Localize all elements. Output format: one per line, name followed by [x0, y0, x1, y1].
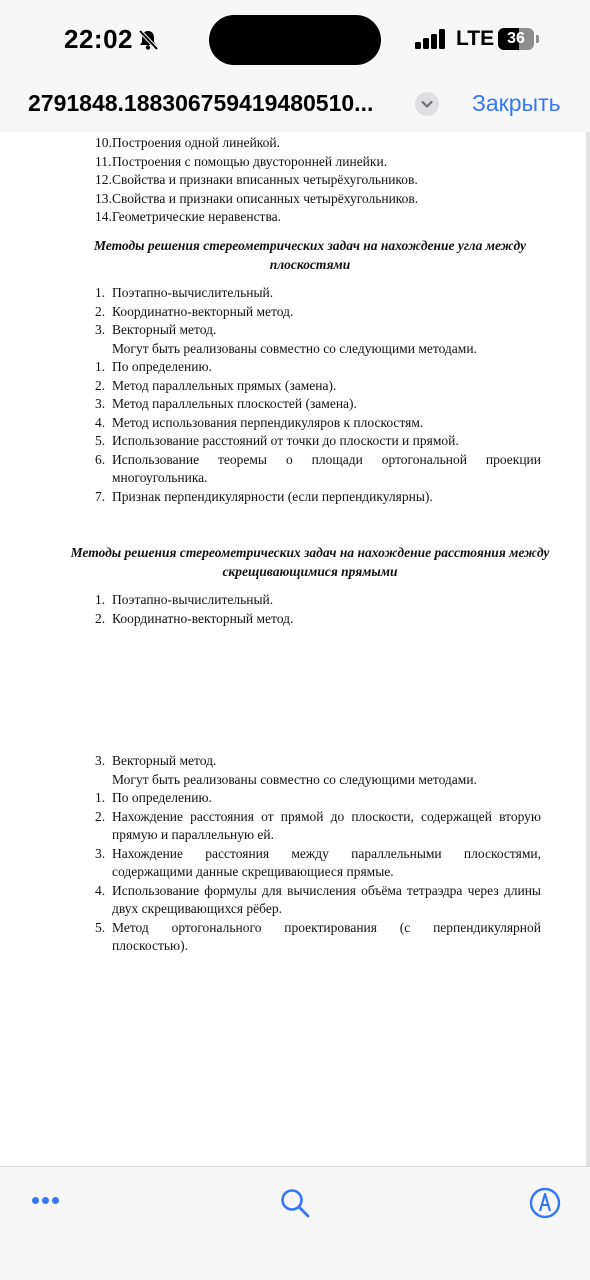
- document-title[interactable]: 2791848.18830675941948051​0...: [28, 90, 374, 116]
- dynamic-island: [209, 15, 381, 65]
- battery-tip: [536, 35, 539, 43]
- list-item: 3. Нахождение расстояния между параллельными плоскостями, содержащими данные скрещивающиеся прямые.: [95, 845, 541, 879]
- list-item: 2. Нахождение расстояния от прямой до плоскости, содержащей вторую прямую и параллельную ей.: [95, 808, 541, 842]
- network-type: LTE: [456, 27, 495, 50]
- list-item: 2. Координатно-векторный метод.: [95, 610, 294, 626]
- clock: 22:02: [64, 24, 133, 54]
- list-item: 3. Векторный метод.: [95, 753, 217, 768]
- list-item: 3. Метод параллельных плоскостей (замена).: [95, 396, 357, 411]
- section-heading: Методы решения стереометрических задач на нахождение угла между плоскостями: [93, 238, 527, 272]
- list-item: 12. Свойства и признаки вписанных четырёхугольников.: [95, 172, 418, 187]
- continued-list: [0, 134, 586, 227]
- title-menu-button[interactable]: [415, 92, 439, 116]
- battery-icon: [498, 28, 534, 50]
- list-item: 13. Свойства и признаки описанных четырёхугольников.: [95, 190, 419, 206]
- close-button[interactable]: Закрыть: [472, 90, 561, 116]
- cellular-signal-icon: [415, 29, 447, 49]
- list-item: 5. Метод ортогонального проектирования (с перпендикулярной плоскостью).: [95, 919, 541, 953]
- battery-level: 36: [507, 30, 525, 47]
- list-item: 7. Признак перпендикулярности (если перпендикулярны).: [95, 488, 433, 504]
- chevron-down-icon: [415, 92, 439, 116]
- bottom-toolbar: [0, 1166, 590, 1280]
- list-item: 11. Построения с помощью двусторонней линейки.: [95, 153, 388, 169]
- bell-slash-icon: [137, 29, 159, 51]
- list-item: 5. Использование расстояний от точки до плоскости и прямой.: [95, 433, 459, 448]
- section-heading: Методы решения стереометрических задач на нахождение расстояния между скрещивающимися прямыми: [70, 545, 550, 579]
- method-list: [0, 752, 586, 956]
- list-item: 2. Координатно-векторный метод.: [95, 303, 294, 319]
- method-list: [0, 591, 586, 628]
- document-header: [0, 80, 590, 132]
- list-item: 4. Использование формулы для вычисления объёма тетраэдра через длины двух скрещивающихся рёбер.: [95, 882, 541, 916]
- list-item: 10. Построения одной линейкой.: [95, 135, 281, 150]
- list-item: 1. По определению.: [95, 359, 212, 374]
- list-item: 3. Векторный метод.: [95, 322, 217, 337]
- list-item: 2. Метод параллельных прямых (замена).: [95, 377, 337, 393]
- ellipsis-icon[interactable]: [32, 1197, 60, 1205]
- method-list: [0, 284, 586, 506]
- markup-pen-icon[interactable]: [529, 1187, 561, 1219]
- status-bar: [0, 0, 590, 80]
- list-item: 1. Поэтапно-вычислительный.: [95, 285, 274, 300]
- search-icon[interactable]: [279, 1187, 311, 1219]
- document-viewer[interactable]: [0, 132, 590, 1166]
- list-item: 6. Использование теоремы о площади ортогональной проекции многоугольника.: [95, 451, 541, 485]
- list-item: 1. Поэтапно-вычислительный.: [95, 592, 274, 607]
- list-item: 4. Метод использования перпендикуляров к плоскостям.: [95, 414, 424, 430]
- combined-note: Могут быть реализованы совместно со следующими методами.: [112, 771, 477, 787]
- list-item: 14. Геометрические неравенства.: [95, 209, 282, 224]
- combined-note: Могут быть реализованы совместно со следующими методами.: [112, 340, 477, 356]
- list-item: 1. По определению.: [95, 790, 212, 805]
- document-page-2: [0, 695, 586, 1166]
